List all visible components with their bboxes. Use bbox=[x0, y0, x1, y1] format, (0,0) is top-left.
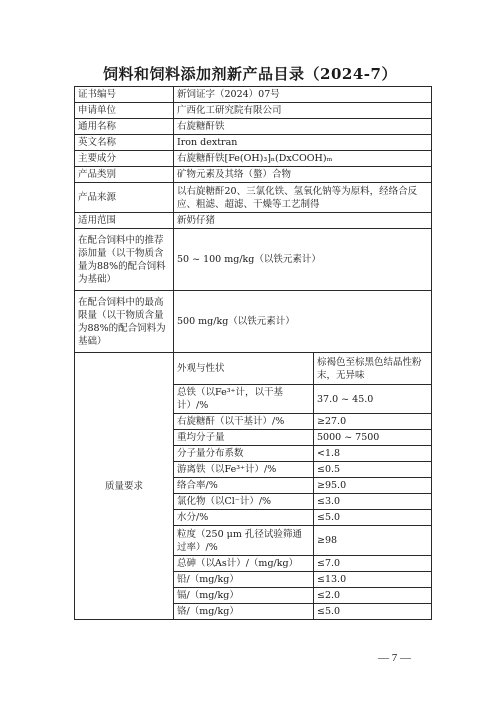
quality-item-name: 铬/（mg/kg） bbox=[174, 604, 314, 620]
quality-row bbox=[75, 353, 432, 385]
quality-item-name: 氯化物（以Cl⁻计）/% bbox=[174, 494, 314, 510]
recommended-label: 在配合饲料中的推荐添加量（以干物质含量为88%的配合饲料为基础） bbox=[75, 229, 174, 291]
row-applicant bbox=[75, 103, 432, 119]
row-max-limit bbox=[75, 291, 432, 353]
quality-item-value: ≤3.0 bbox=[314, 494, 432, 510]
applicant-value: 广西化工研究院有限公司 bbox=[174, 103, 432, 119]
max-limit-value: 500 mg/kg（以铁元素计） bbox=[174, 291, 432, 353]
quality-item-name: 外观与性状 bbox=[174, 353, 314, 385]
cert-no-label: 证书编号 bbox=[75, 87, 174, 103]
quality-item-value: 37.0 ~ 45.0 bbox=[314, 385, 432, 414]
quality-item-value: ≤5.0 bbox=[314, 604, 432, 620]
quality-item-value: ≤13.0 bbox=[314, 572, 432, 588]
quality-item-value: ≥27.0 bbox=[314, 414, 432, 430]
page-title: 饲料和饲料添加剂新产品目录（2024-7） bbox=[103, 65, 397, 83]
cert-no-value: 新饲证字（2024）07号 bbox=[174, 87, 432, 103]
quality-item-name: 分子量分布系数 bbox=[174, 446, 314, 462]
quality-item-name: 右旋糖酐（以干基计）/% bbox=[174, 414, 314, 430]
main-component-label: 主要成分 bbox=[75, 151, 174, 167]
quality-item-name: 水分/% bbox=[174, 510, 314, 526]
quality-item-name: 重均分子量 bbox=[174, 430, 314, 446]
quality-item-value: ≤2.0 bbox=[314, 588, 432, 604]
main-component-value: 右旋糖酐铁[Fe(OH)₃]ₙ(DxCOOH)ₘ bbox=[174, 151, 432, 167]
quality-item-name: 总砷（以As计）/（mg/kg） bbox=[174, 556, 314, 572]
quality-item-value: ≤5.0 bbox=[314, 510, 432, 526]
quality-item-name: 游离铁（以Fe³⁺计）/% bbox=[174, 462, 314, 478]
quality-item-name: 总铁（以Fe³⁺计，以干基计）/% bbox=[174, 385, 314, 414]
category-label: 产品类别 bbox=[75, 167, 174, 183]
english-name-value: Iron dextran bbox=[174, 135, 432, 151]
quality-item-value: ≤0.5 bbox=[314, 462, 432, 478]
source-label: 产品来源 bbox=[75, 183, 174, 213]
quality-item-name: 络合率/% bbox=[174, 478, 314, 494]
quality-item-value: ≥95.0 bbox=[314, 478, 432, 494]
quality-item-value: <1.8 bbox=[314, 446, 432, 462]
quality-requirements-label: 质量要求 bbox=[75, 353, 174, 620]
quality-item-name: 粒度（250 μm 孔径试验筛通过率）/% bbox=[174, 526, 314, 556]
row-main-component bbox=[75, 151, 432, 167]
category-value: 矿物元素及其络（螯）合物 bbox=[174, 167, 432, 183]
quality-item-value: ≥98 bbox=[314, 526, 432, 556]
row-english-name bbox=[75, 135, 432, 151]
english-name-label: 英文名称 bbox=[75, 135, 174, 151]
scope-label: 适用范围 bbox=[75, 213, 174, 229]
row-category bbox=[75, 167, 432, 183]
quality-item-value: 5000 ~ 7500 bbox=[314, 430, 432, 446]
source-value: 以右旋糖酐20、三氯化铁、氢氧化钠等为原料，经络合反应、粗滤、超滤、干燥等工艺制得 bbox=[174, 183, 432, 213]
quality-item-value: ≤7.0 bbox=[314, 556, 432, 572]
applicant-label: 申请单位 bbox=[75, 103, 174, 119]
quality-item-name: 镉/（mg/kg） bbox=[174, 588, 314, 604]
recommended-value: 50 ~ 100 mg/kg（以铁元素计） bbox=[174, 229, 432, 291]
product-info-table bbox=[74, 86, 432, 620]
row-scope bbox=[75, 213, 432, 229]
common-name-label: 通用名称 bbox=[75, 119, 174, 135]
page-number: — 7 — bbox=[378, 652, 411, 664]
quality-item-value: 棕褐色至棕黑色结晶性粉末，无异味 bbox=[314, 353, 432, 385]
row-recommended bbox=[75, 229, 432, 291]
scope-value: 新奶仔猪 bbox=[174, 213, 432, 229]
max-limit-label: 在配合饲料中的最高限量（以干物质含量为88%的配合饲料为基础） bbox=[75, 291, 174, 353]
quality-item-name: 铅/（mg/kg） bbox=[174, 572, 314, 588]
common-name-value: 右旋糖酐铁 bbox=[174, 119, 432, 135]
row-source bbox=[75, 183, 432, 213]
row-cert-no bbox=[75, 87, 432, 103]
row-common-name bbox=[75, 119, 432, 135]
